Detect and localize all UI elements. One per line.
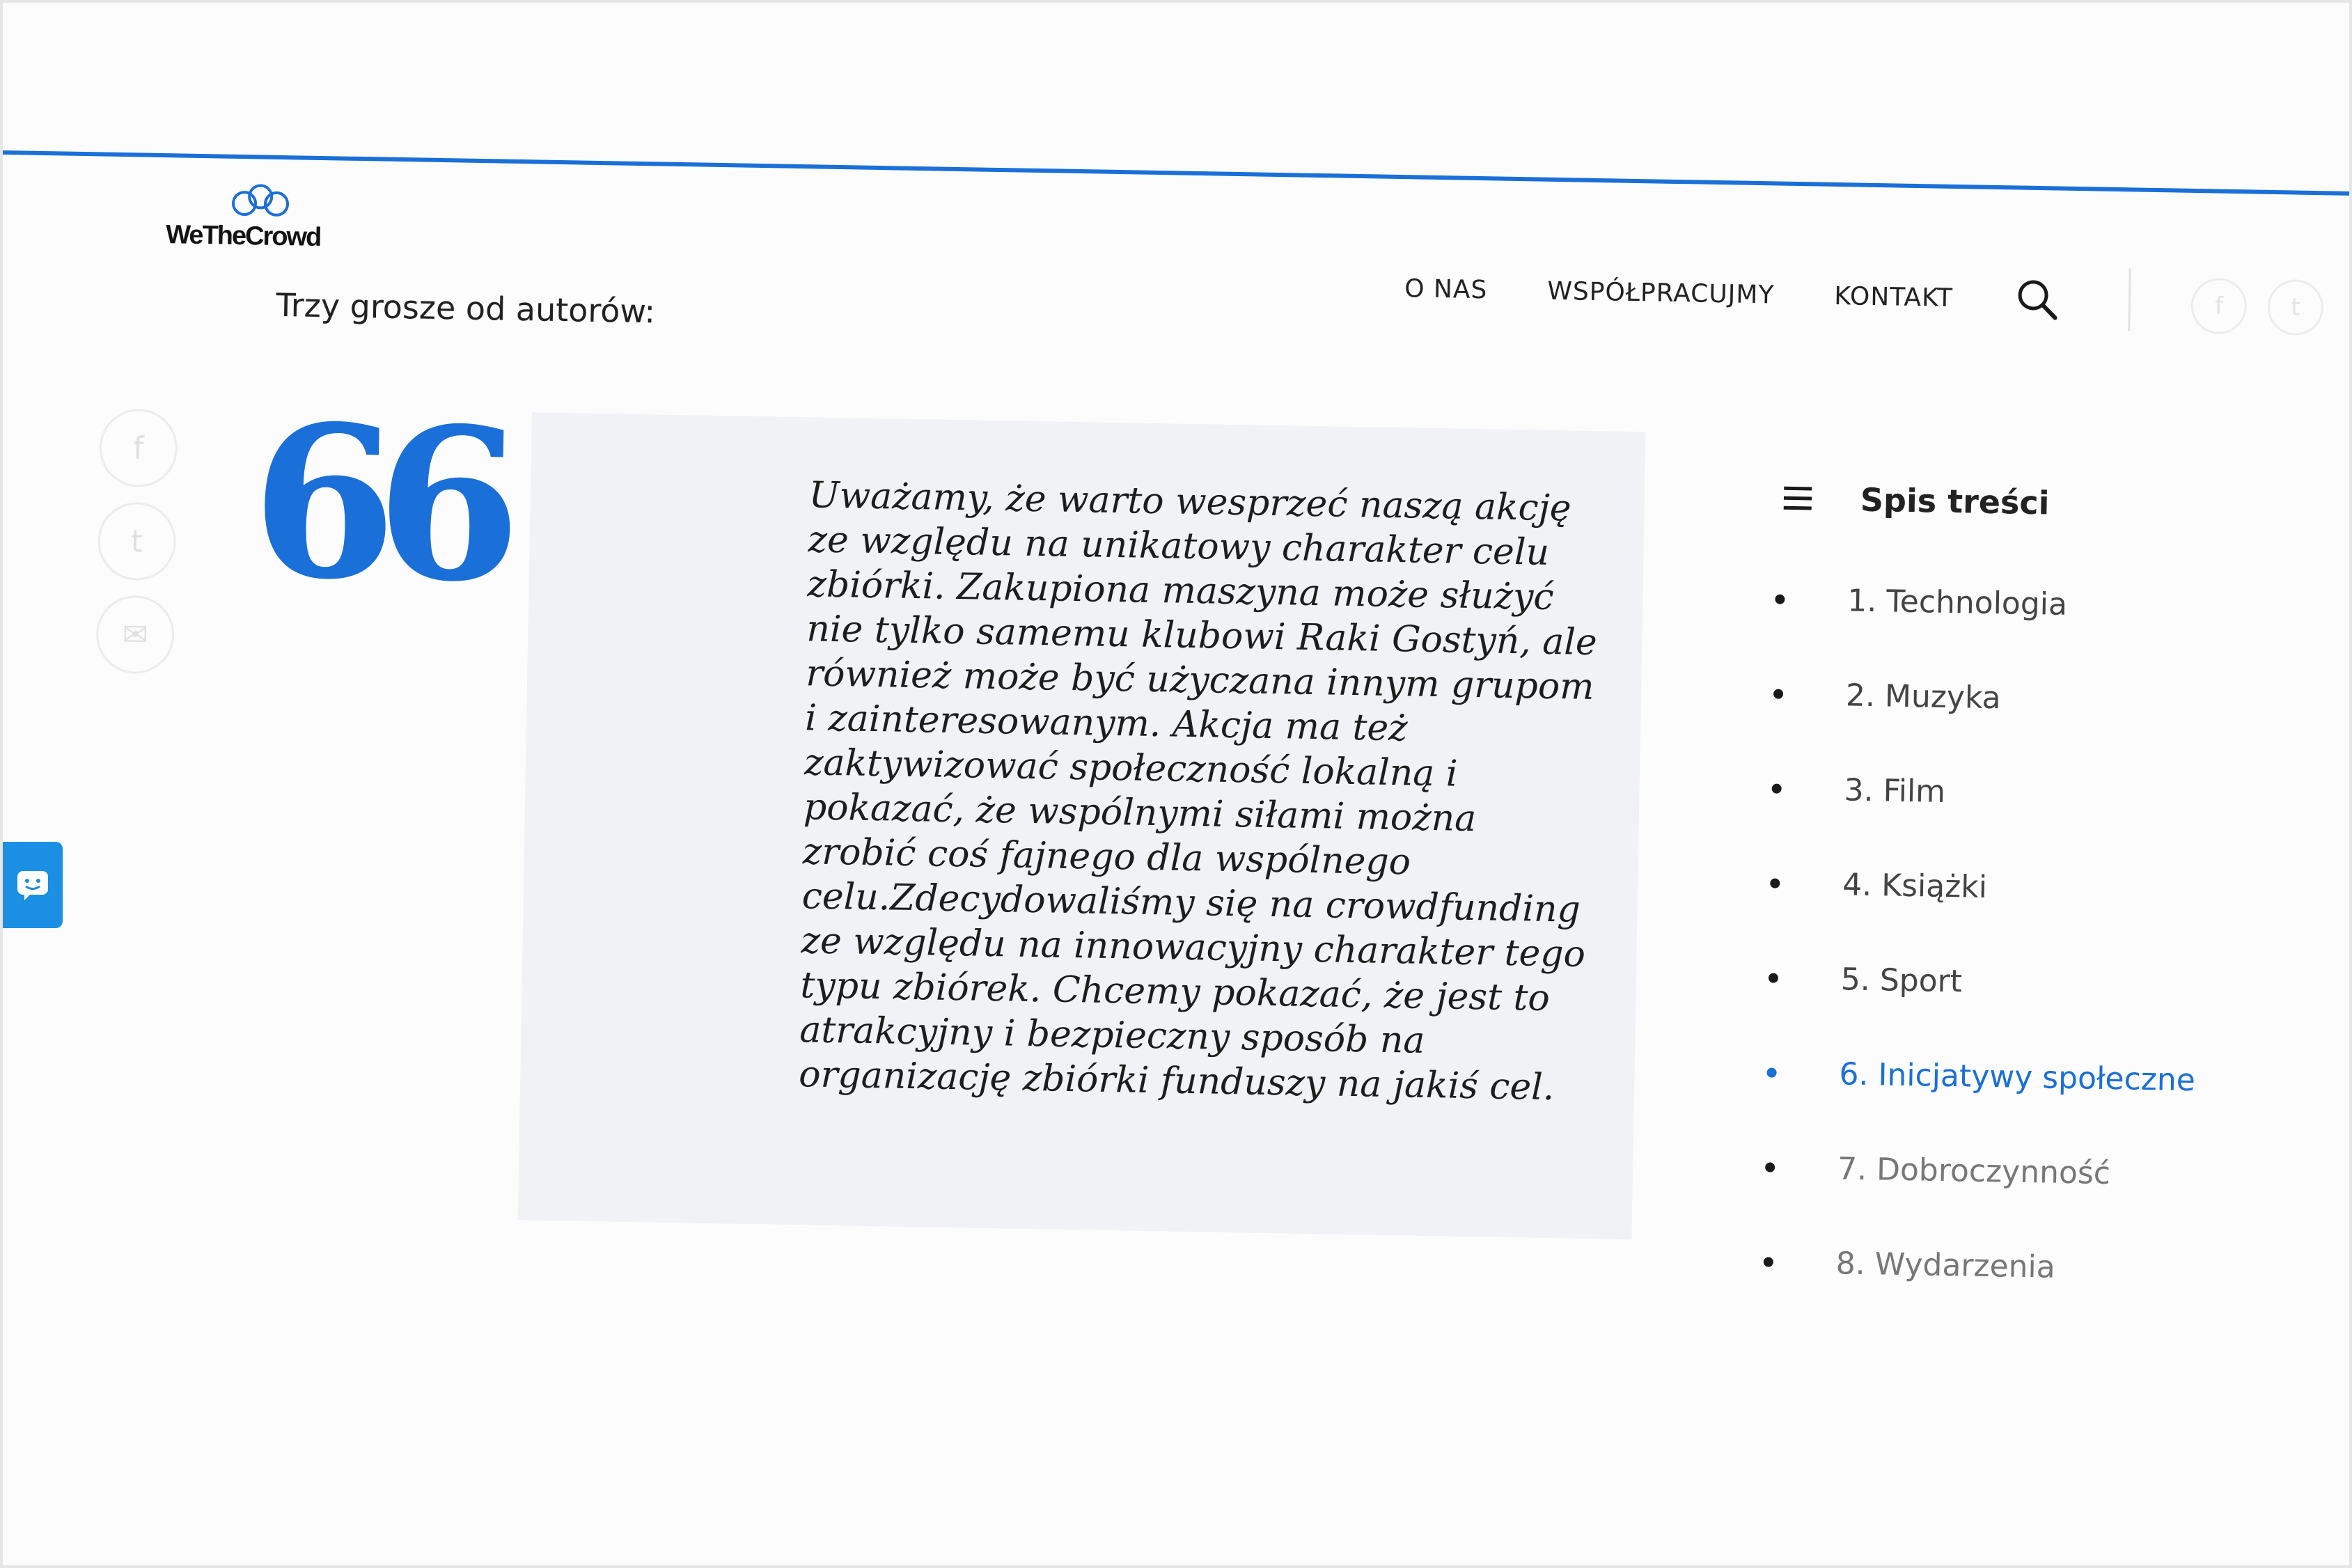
share-email-icon[interactable]: ✉ (95, 595, 175, 674)
toc-item-label: 6. Inicjatywy społeczne (1839, 1056, 2196, 1098)
facebook-icon[interactable]: f (2190, 278, 2247, 334)
toc-item-muzyka[interactable] (1773, 647, 2303, 751)
toc-item-label: 2. Muzyka (1845, 677, 2002, 716)
quote-mark-icon: 66 (249, 378, 503, 629)
toc-item-technologia[interactable] (1774, 552, 2305, 656)
bullet-icon (1769, 973, 1778, 982)
hamburger-menu-icon[interactable] (1777, 481, 1819, 517)
quote-box (518, 412, 1646, 1239)
share-facebook-icon[interactable]: f (99, 409, 178, 488)
header-social-links (2190, 278, 2344, 336)
chat-widget-button[interactable] (3, 842, 63, 928)
nav-link-o-nas[interactable]: O NAS (1404, 274, 1488, 304)
twitter-icon[interactable]: t (2267, 279, 2323, 336)
logo-text: WeTheCrowd (165, 220, 321, 253)
quote-text: Uważamy, że warto wesprzeć naszą akcję ze względu na unikatowy charakter celu zbiórki. Zakupiona maszyna może służyć nie tylko samemu klubowi Raki Gostyń, ale również może być użyczana innym grupom i zainteresowanym. Akcja ma też zaktywizować społeczność lokalną i pokazać, że wspólnymi siłami można zrobić coś fajnego dla wspólnego celu.Zdecydowaliśmy się na crowdfunding ze względu na innowacyjny charakter tego typu zbiórek. Chcemy pokazać, że jest to atrakcyjny i bezpieczny sposób na organizację zbiórki funduszy na jakiś cel. (798, 474, 1598, 1109)
toc-item-ksiazki[interactable] (1769, 836, 2300, 940)
content (0, 3, 2352, 1568)
bullet-icon (1770, 878, 1780, 888)
chat-icon (15, 867, 51, 903)
nav-divider (2128, 268, 2131, 331)
toc-item-sport[interactable] (1768, 930, 2298, 1034)
toc-item-wydarzenia[interactable] (1763, 1214, 2294, 1318)
bullet-icon (1773, 689, 1783, 699)
toc-item-dobroczynnosc[interactable] (1764, 1120, 2295, 1223)
nav-link-kontakt[interactable]: KONTAKT (1834, 281, 1954, 313)
toc-item-label: 8. Wydarzenia (1835, 1245, 2056, 1285)
section-title: Trzy grosze od autorów: (276, 285, 656, 331)
bullet-icon (1764, 1257, 1773, 1267)
toc-item-label: 1. Technologia (1847, 582, 2068, 622)
nav-link-wspolpracujmy[interactable]: WSPÓŁPRACUJMY (1546, 276, 1775, 309)
toc-item-label: 7. Dobroczynność (1837, 1150, 2111, 1191)
logo-crowd-icon (229, 181, 292, 220)
main-nav (1404, 264, 2062, 324)
toc-item-inicjatywy-spoleczne[interactable] (1766, 1025, 2296, 1129)
bullet-icon (1766, 1067, 1776, 1077)
share-sidebar (95, 409, 178, 690)
toc-item-film[interactable] (1771, 742, 2302, 845)
toc-item-label: 4. Książki (1842, 866, 1988, 905)
search-icon[interactable] (2012, 274, 2062, 324)
table-of-contents (1763, 480, 2307, 1319)
bullet-icon (1775, 595, 1785, 604)
logo[interactable] (166, 180, 348, 260)
bullet-icon (1765, 1162, 1775, 1172)
toc-header (1776, 480, 2306, 526)
toc-item-label: 5. Sport (1840, 961, 1963, 999)
bullet-icon (1772, 784, 1782, 794)
toc-item-label: 3. Film (1844, 771, 1946, 810)
toc-title: Spis treści (1860, 480, 2050, 522)
share-twitter-icon[interactable]: t (97, 502, 177, 581)
